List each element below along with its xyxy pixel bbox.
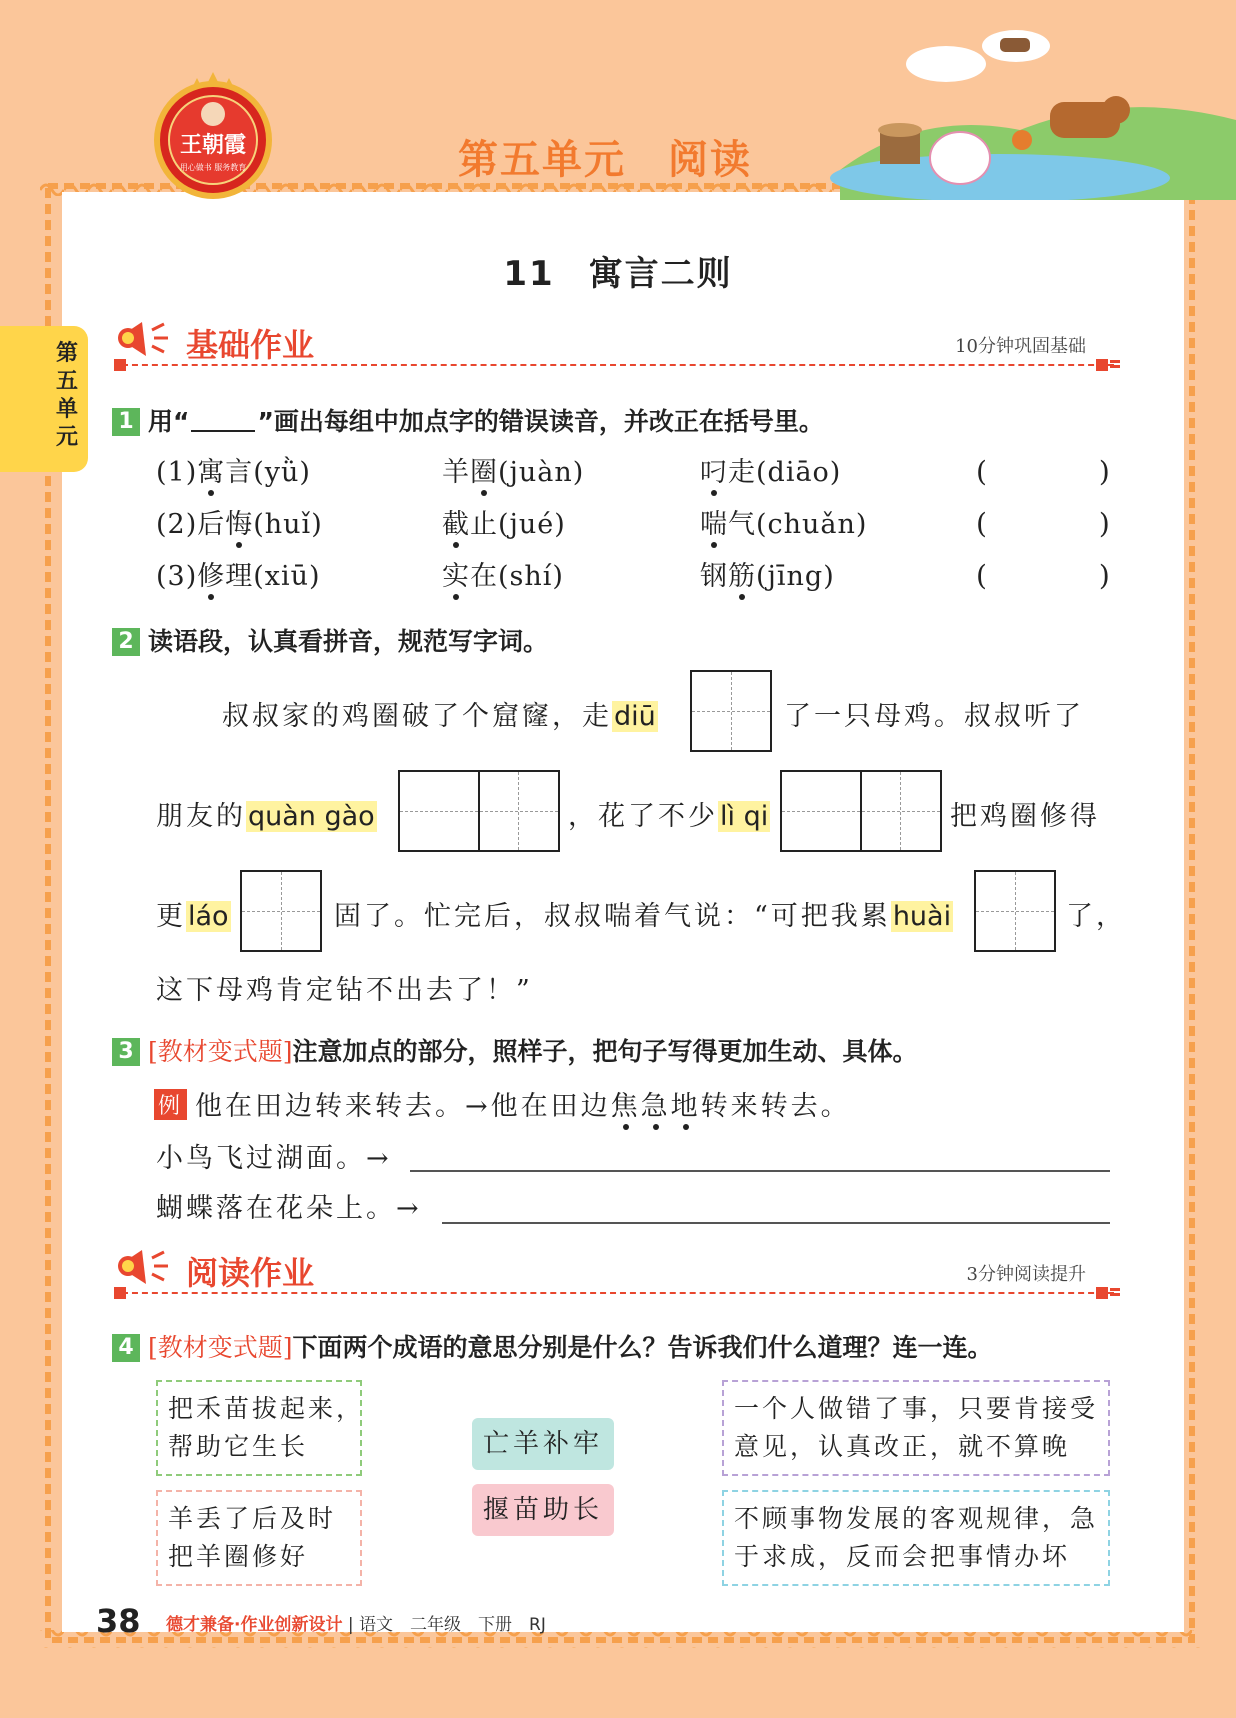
question-number: 1 — [112, 408, 140, 436]
side-tab-label: 第五单元 — [55, 341, 78, 450]
q1-row-1-b: 羊圈(juàn) — [442, 457, 585, 488]
footer-meta: 语文 二年级 下册 RJ — [359, 1615, 546, 1635]
question-3: 3 [教材变式题]注意加点的部分，照样子，把句子写得更加生动、具体。 — [112, 1032, 918, 1068]
section-reading-label: 阅读作业 — [186, 1254, 315, 1292]
idiom-1[interactable]: 亡羊补牢 — [472, 1418, 614, 1470]
q1-row-3-b: 实在(shí) — [442, 561, 564, 592]
question-number: 2 — [112, 628, 140, 656]
match-left-2[interactable]: 羊丢了后及时 把羊圈修好 — [156, 1490, 362, 1586]
q1-row-3-a: (3)修理(xiū) — [156, 561, 321, 592]
passage-line-3c: 了， — [1066, 901, 1126, 932]
question-tag: [教材变式题] — [148, 1037, 293, 1066]
svg-text:用心做书 服务教育: 用心做书 服务教育 — [179, 163, 247, 172]
underline-sample — [191, 410, 255, 432]
passage-line-1b: 了一只母鸡。叔叔听了 — [784, 701, 1084, 732]
footer-info: 德才兼备·作业创新设计 | 语文 二年级 下册 RJ — [166, 1615, 546, 1635]
megaphone-icon — [112, 316, 176, 360]
section-reading-header — [112, 1244, 1114, 1304]
pinyin-prompt: diū — [614, 701, 656, 732]
question-1: 1 用“ ”画出每组中加点字的错误读音，并改正在括号里。 — [112, 402, 824, 438]
pinyin-prompt: huài — [892, 901, 952, 932]
exercise-sentence-2: 蝴蝶落在花朵上。→ — [156, 1193, 422, 1224]
passage-line-3b: 固了。忙完后，叔叔喘着气说：“可把我累huài — [334, 901, 952, 932]
brand-logo — [148, 72, 278, 202]
lesson-title — [0, 246, 1236, 295]
writing-grid[interactable] — [240, 870, 322, 952]
match-right-2[interactable]: 不顾事物发展的客观规律，急 于求成，反而会把事情办坏 — [722, 1490, 1110, 1586]
answer-paren[interactable]: ( ) — [976, 455, 1110, 488]
q1-row-1-c: 叼走(diāo) — [700, 457, 842, 488]
answer-line[interactable] — [442, 1222, 1110, 1224]
passage-line-3: 更láo — [156, 901, 229, 932]
q1-row-2-b: 截止(jué) — [442, 509, 566, 540]
writing-grid[interactable] — [690, 670, 772, 752]
match-left-1[interactable]: 把禾苗拔起来， 帮助它生长 — [156, 1380, 362, 1476]
example-sentence: 例 他在田边转来转去。→他在田边焦急地转来转去。 — [154, 1084, 851, 1123]
lesson-number: 11 — [503, 254, 555, 294]
question-4: 4 [教材变式题]下面两个成语的意思分别是什么？告诉我们什么道理？连一连。 — [112, 1328, 993, 1364]
idiom-2[interactable]: 揠苗助长 — [472, 1484, 614, 1536]
writing-grid[interactable] — [974, 870, 1056, 952]
answer-line[interactable] — [410, 1170, 1110, 1172]
svg-text:王朝霞: 王朝霞 — [179, 132, 247, 158]
question-number: 3 — [112, 1038, 140, 1066]
passage-line-1: 叔叔家的鸡圈破了个窟窿，走diū — [222, 701, 656, 732]
exercise-sentence-1: 小鸟飞过湖面。→ — [156, 1143, 392, 1174]
section-basic-label: 基础作业 — [186, 326, 315, 364]
passage-line-2: 朋友的quàn gào — [156, 801, 375, 832]
lesson-name: 寓言二则 — [588, 254, 733, 294]
farm-illustration — [800, 20, 1236, 200]
passage-line-2b: ，花了不少lì qi — [568, 801, 769, 832]
answer-paren[interactable]: ( ) — [976, 507, 1110, 540]
footer-brand: 德才兼备·作业创新设计 — [166, 1615, 343, 1635]
pinyin-prompt: quàn gào — [248, 801, 375, 832]
page-number: 38 — [96, 1602, 141, 1640]
section-basic-note: 10分钟巩固基础 — [955, 336, 1086, 357]
match-right-1[interactable]: 一个人做错了事，只要肯接受 意见，认真改正，就不算晚 — [722, 1380, 1110, 1476]
passage-line-2c: 把鸡圈修得 — [950, 801, 1100, 832]
pinyin-prompt: lì qi — [720, 801, 769, 832]
example-badge: 例 — [154, 1089, 187, 1120]
passage-line-4: 这下母鸡肯定钻不出去了！” — [156, 975, 533, 1006]
q1-row-2-a: (2)后悔(huǐ) — [156, 509, 323, 540]
q1-row-3-c: 钢筋(jīng) — [700, 561, 835, 592]
section-basic-header — [112, 316, 1114, 376]
q1-row-2-c: 喘气(chuǎn) — [700, 509, 868, 540]
pinyin-prompt: láo — [188, 901, 229, 932]
section-reading-note: 3分钟阅读提升 — [966, 1264, 1086, 1285]
question-number: 4 — [112, 1334, 140, 1362]
question-tag: [教材变式题] — [148, 1333, 293, 1362]
unit-title: 第五单元 阅读 — [458, 137, 752, 183]
question-2: 2 读语段，认真看拼音，规范写字词。 — [112, 622, 548, 658]
unit-side-tab — [0, 326, 88, 472]
q1-row-1-a: (1)寓言(yǜ) — [156, 457, 311, 488]
answer-paren[interactable]: ( ) — [976, 559, 1110, 592]
megaphone-icon — [112, 1244, 176, 1288]
